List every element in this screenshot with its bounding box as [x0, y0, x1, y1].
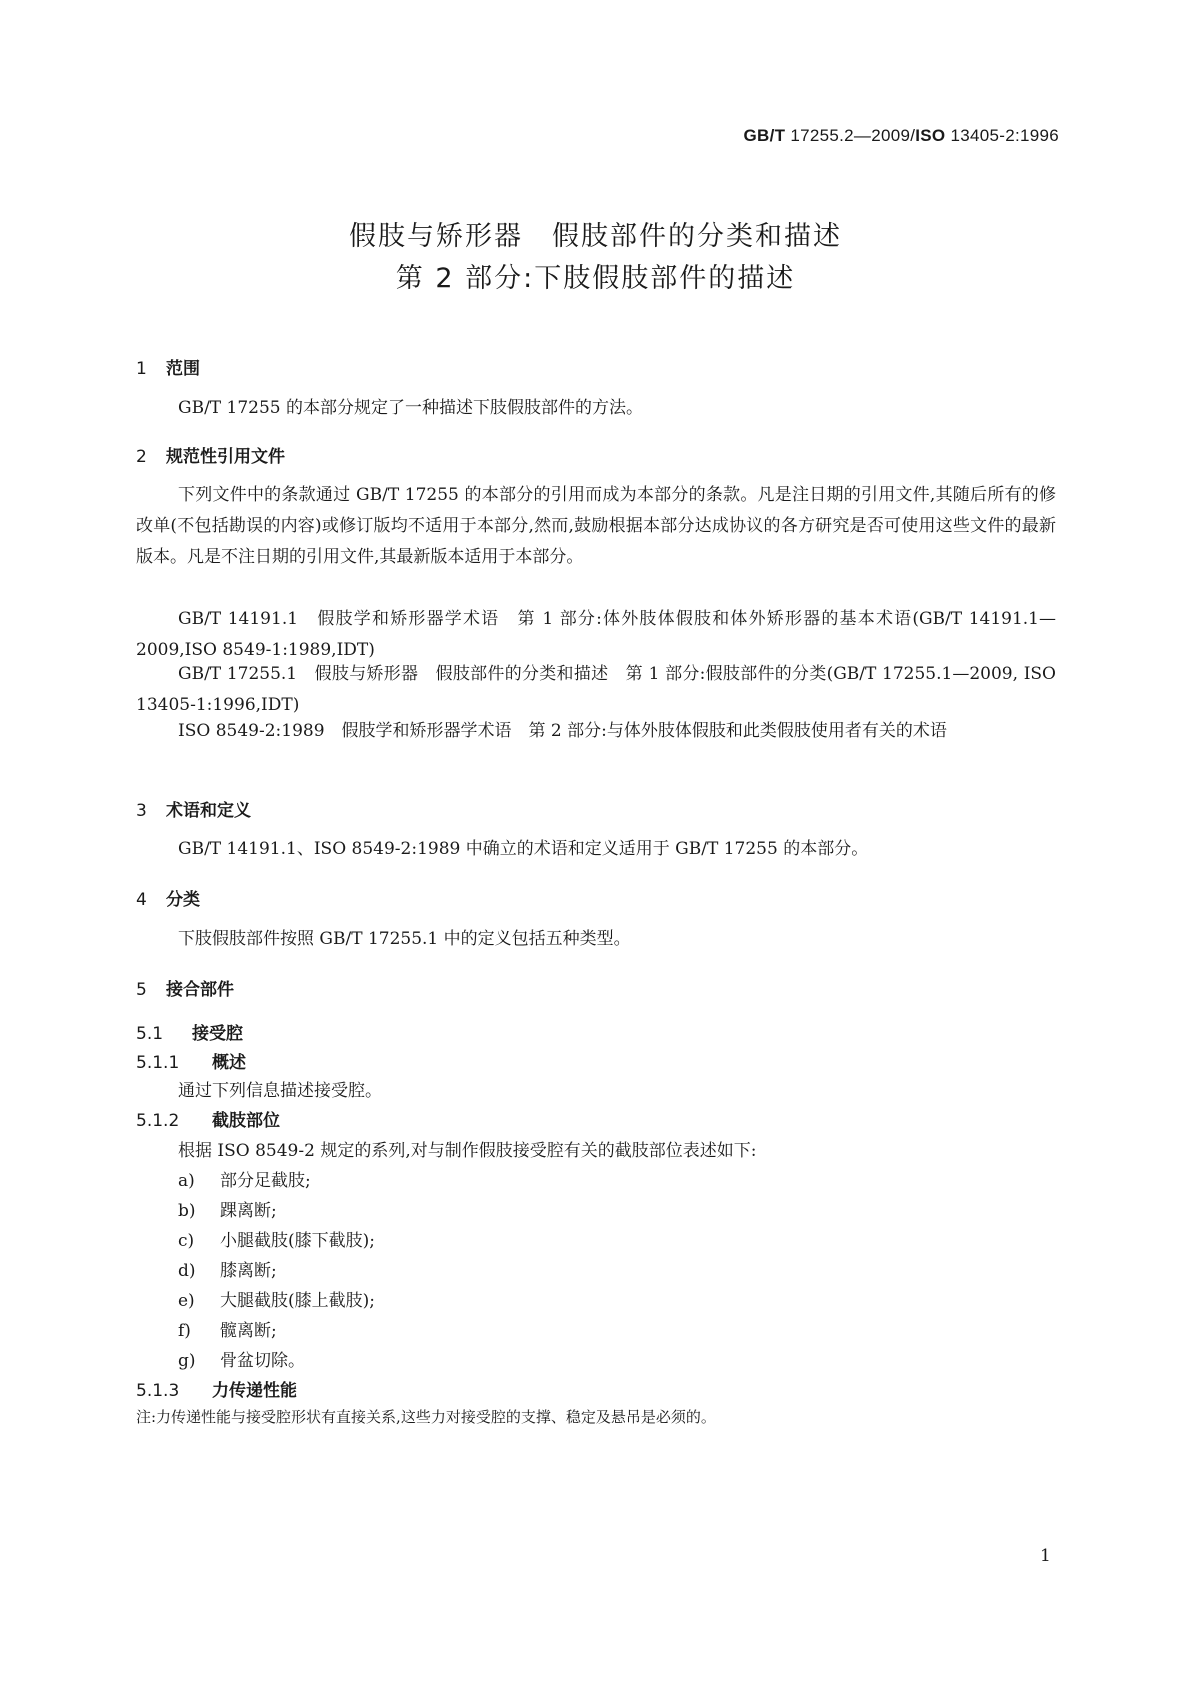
section-5-1-1-text: 通过下列信息描述接受腔。 — [178, 1081, 382, 1101]
list-item: a) 部分足截肢; — [178, 1171, 311, 1191]
page-number: 1 — [1040, 1546, 1051, 1566]
reference-item: GB/T 17255.1 假肢与矫形器 假肢部件的分类和描述 第 1 部分:假肢部件的分类(GB/T 17255.1—2009, ISO 13405-1:1996,IDT) — [136, 664, 1056, 715]
list-item: f) 髋离断; — [178, 1321, 277, 1341]
section-5-1-2-heading: 5.1.2 截肢部位 — [136, 1111, 280, 1131]
document-title-line1: 假肢与矫形器 假肢部件的分类和描述 — [349, 221, 842, 252]
list-item: b) 踝离断; — [178, 1201, 277, 1221]
section-2-text: 下列文件中的条款通过 GB/T 17255 的本部分的引用而成为本部分的条款。凡是注日期的引用文件,其随后所有的修改单(不包括勘误的内容)或修订版均不适用于本部分,然而,鼓励根据本部分达成协议的各方研究是否可使用这些文件的最新版本。凡是不注日期的引用文件,其最新版本适用于本部分。 — [136, 485, 1056, 567]
list-item: d) 膝离断; — [178, 1261, 277, 1281]
section-5-heading: 5 接合部件 — [136, 980, 234, 1000]
section-5-1-1-heading: 5.1.1 概述 — [136, 1053, 246, 1073]
section-2-heading: 2 规范性引用文件 — [136, 447, 285, 467]
note-text: 注:力传递性能与接受腔形状有直接关系,这些力对接受腔的支撑、稳定及悬吊是必须的。 — [136, 1408, 716, 1426]
section-5-1-3-heading: 5.1.3 力传递性能 — [136, 1381, 297, 1401]
list-item: g) 骨盆切除。 — [178, 1351, 305, 1371]
section-1-text: GB/T 17255 的本部分规定了一种描述下肢假肢部件的方法。 — [178, 398, 644, 418]
list-item: c) 小腿截肢(膝下截肢); — [178, 1231, 375, 1251]
reference-item: GB/T 14191.1 假肢学和矫形器学术语 第 1 部分:体外肢体假肢和体外矫形器的基本术语(GB/T 14191.1—2009,ISO 8549-1:1989,IDT) — [136, 609, 1056, 660]
document-title-line2: 第 2 部分:下肢假肢部件的描述 — [395, 263, 796, 294]
list-item: e) 大腿截肢(膝上截肢); — [178, 1291, 375, 1311]
section-5-1-heading: 5.1 接受腔 — [136, 1024, 243, 1044]
section-4-text: 下肢假肢部件按照 GB/T 17255.1 中的定义包括五种类型。 — [178, 929, 631, 949]
section-3-heading: 3 术语和定义 — [136, 801, 251, 821]
section-4-heading: 4 分类 — [136, 890, 200, 910]
section-5-1-2-text: 根据 ISO 8549-2 规定的系列,对与制作假肢接受腔有关的截肢部位表述如下: — [178, 1141, 757, 1161]
section-1-heading: 1 范围 — [136, 359, 200, 379]
section-3-text: GB/T 14191.1、ISO 8549-2:1989 中确立的术语和定义适用于 GB/T 17255 的本部分。 — [178, 839, 869, 859]
standard-code-header: GB/T 17255.2—2009/ISO 13405-2:1996 — [743, 126, 1059, 145]
reference-item: ISO 8549-2:1989 假肢学和矫形器学术语 第 2 部分:与体外肢体假肢和此类假肢使用者有关的术语 — [178, 721, 947, 741]
